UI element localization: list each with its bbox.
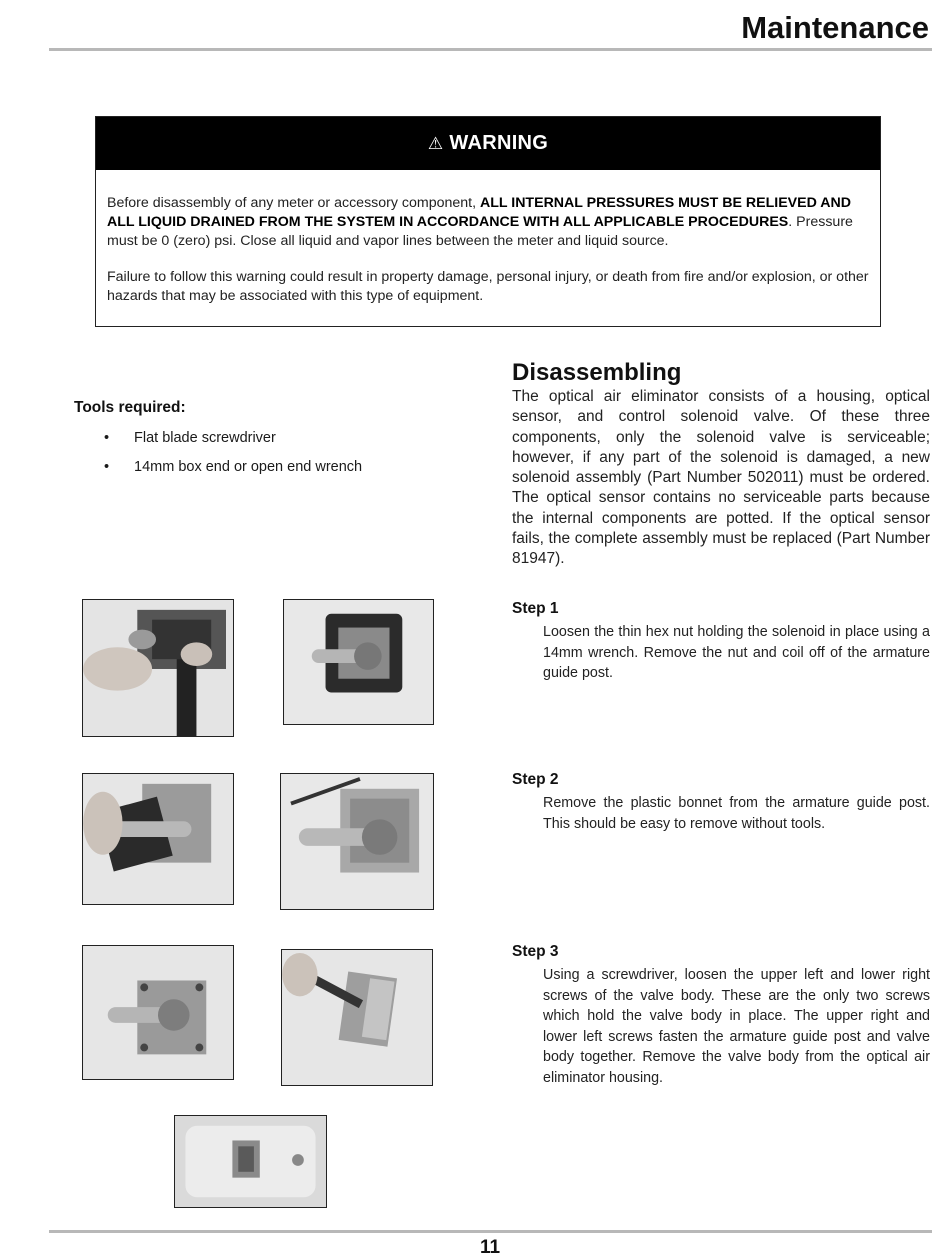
step-3-text: Using a screwdriver, loosen the upper left and lower right screws of the valve body. These are the only two screws which hold the valve body in place. The upper right and lower left screws fasten the armature guide post and valve body together. Remove the valve body from the optical air eliminator housing.: [543, 967, 930, 1086]
tools-list: [104, 428, 362, 486]
warning-triangle-icon: ⚠: [427, 133, 444, 153]
photo-housing-empty: [174, 1115, 327, 1208]
step-3-title: Step 3: [512, 943, 559, 960]
page-number: 11: [479, 1237, 501, 1258]
step-1-text: Loosen the thin hex nut holding the solenoid in place using a 14mm wrench. Remove the nut and coil off of the armature guide post.: [543, 624, 930, 681]
warning-body: [96, 170, 880, 306]
disassembling-intro: The optical air eliminator consists of a housing, optical sensor, and control solenoid valve. Of these three components, only the solenoid valve is serviceable; however, if any part of the solenoid is damaged, a new solenoid assembly (Part Number 502011) must be ordered. The optical sensor contains no serviceable parts because the internal components are potted. If the optical sensor fails, the complete assembly must be replaced (Part Number 81947).: [512, 388, 930, 568]
page-header-title: Maintenance: [741, 10, 929, 45]
step-2-text: Remove the plastic bonnet from the armature guide post. This should be easy to remove without tools.: [543, 795, 930, 832]
section-title-disassembling: Disassembling: [512, 359, 682, 386]
photo-step2-bonnet-removed: [280, 773, 434, 910]
photo-step3-screwdriver: [281, 949, 433, 1086]
tools-required-heading: Tools required:: [74, 399, 186, 416]
warning-title: WARNING: [449, 132, 549, 154]
header-divider: [49, 48, 932, 51]
warning-paragraph-1: Before disassembly of any meter or accessory component, ALL INTERNAL PRESSURES MUST BE RELIEVED AND ALL LIQUID DRAINED FROM THE SYSTEM IN ACCORDANCE WITH ALL APPLICABLE PROCEDURES. Pressure must be 0 (zero) psi. Close all liquid and vapor lines between the meter and liquid source.: [107, 195, 853, 249]
photo-step1-remove-nut: [82, 599, 234, 737]
tool-item: • Flat blade screwdriver: [104, 430, 276, 446]
step-2-title: Step 2: [512, 771, 559, 788]
footer-divider: [49, 1230, 932, 1233]
step-1-title: Step 1: [512, 600, 559, 617]
photo-step1-coil-removed: [283, 599, 434, 725]
warning-paragraph-2: Failure to follow this warning could result in property damage, personal injury, or death from fire and/or explosion, or other hazards that may be associated with this type of equipment.: [107, 269, 869, 304]
tool-item: • 14mm box end or open end wrench: [104, 459, 363, 475]
photo-step3-valve-screws: [82, 945, 234, 1080]
warning-header: [96, 117, 880, 170]
photo-step2-remove-bonnet: [82, 773, 234, 905]
warning-box: [95, 116, 881, 327]
